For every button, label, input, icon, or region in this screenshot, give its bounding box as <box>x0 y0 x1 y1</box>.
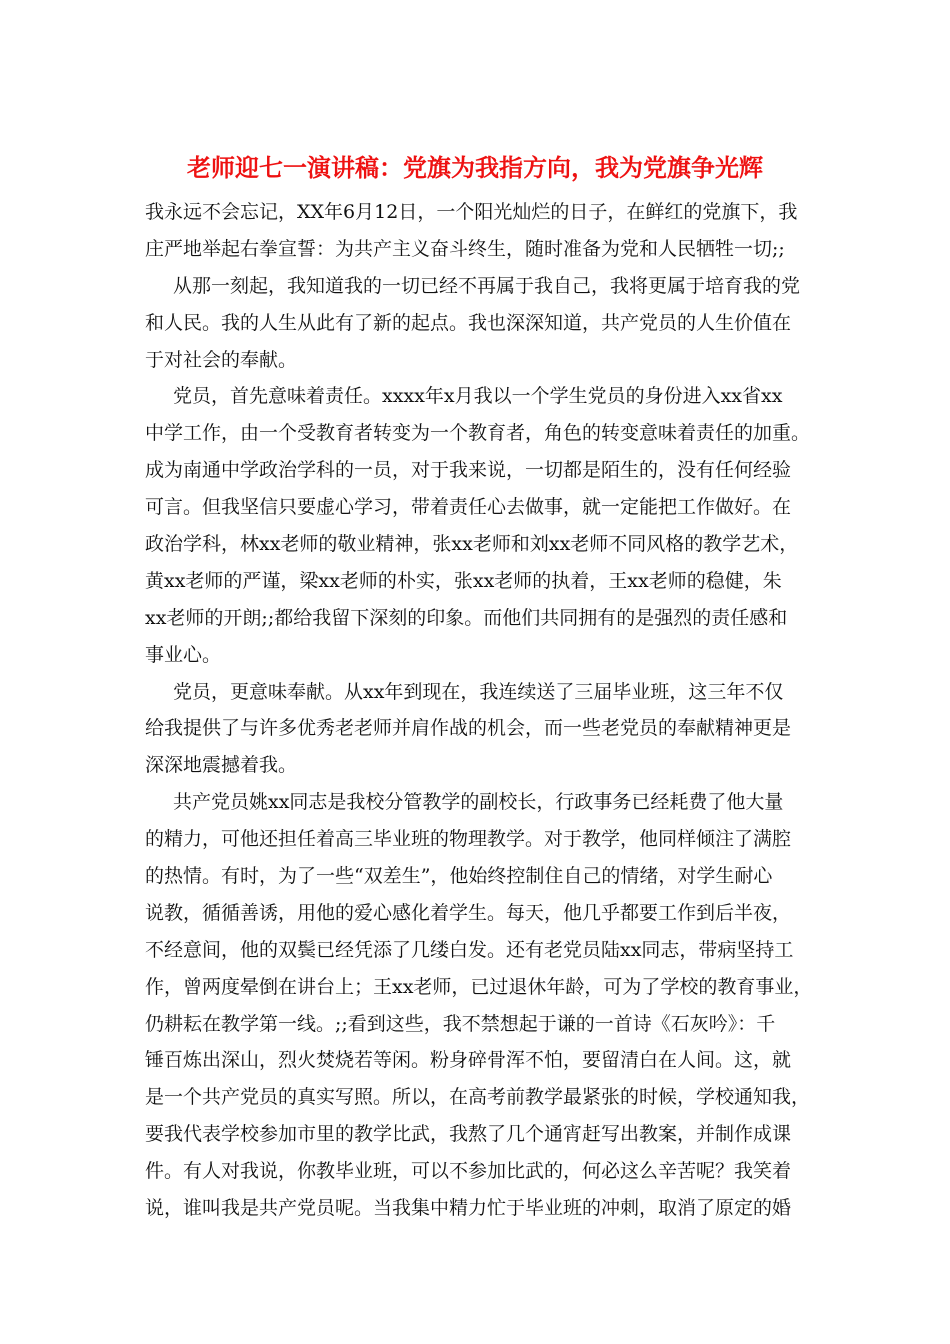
body-line: 要我代表学校参加市里的教学比武，我熬了几个通宵赶写出教案，并制作成课 <box>145 1123 792 1146</box>
body-line: 件。有人对我说，你教毕业班，可以不参加比武的，何必这么辛苦呢？我笑着 <box>145 1160 792 1183</box>
body-line: 黄xx老师的严谨，梁xx老师的朴实，张xx老师的执着，王xx老师的稳健，朱 <box>145 569 782 592</box>
body-line: 于对社会的奉献。 <box>145 348 298 371</box>
body-line: 党员，更意味奉献。从xx年到现在，我连续送了三届毕业班，这三年不仅 <box>173 680 784 703</box>
body-line: 的热情。有时，为了一些“双差生”，他始终控制住自己的情绪，对学生耐心 <box>145 865 773 888</box>
body-line: 说教，循循善诱，用他的爱心感化着学生。每天，他几乎都要工作到后半夜， <box>145 901 792 924</box>
document-title: 老师迎七一演讲稿：党旗为我指方向，我为党旗争光辉 <box>187 153 763 182</box>
body-line: 我永远不会忘记，XX年6月12日，一个阳光灿烂的日子，在鲜红的党旗下，我 <box>145 201 798 223</box>
body-line: 不经意间，他的双鬓已经凭添了几缕白发。还有老党员陆xx同志，带病坚持工 <box>145 938 794 961</box>
body-line: 给我提供了与许多优秀老老师并肩作战的机会，而一些老党员的奉献精神更是 <box>145 717 792 740</box>
body-line: 党员，首先意味着责任。xxxx年x月我以一个学生党员的身份进入xx省xx <box>173 385 783 408</box>
body-line: 从那一刻起，我知道我的一切已经不再属于我自己，我将更属于培育我的党 <box>173 274 801 297</box>
body-line: 庄严地举起右拳宣誓：为共产主义奋斗终生，随时准备为党和人民牺牲一切;; <box>145 237 785 260</box>
body-line: 的精力，可他还担任着高三毕业班的物理教学。对于教学，他同样倾注了满腔 <box>145 828 792 851</box>
body-line: 说，谁叫我是共产党员呢。当我集中精力忙于毕业班的冲刺，取消了原定的婚 <box>145 1197 792 1220</box>
body-line: 事业心。 <box>145 643 222 666</box>
body-line: 和人民。我的人生从此有了新的起点。我也深深知道，共产党员的人生价值在 <box>145 311 792 334</box>
body-line: 仍耕耘在教学第一线。;;看到这些，我不禁想起于谦的一首诗《石灰吟》：千 <box>145 1012 776 1035</box>
body-line: 深深地震撼着我。 <box>145 754 298 777</box>
body-line: 作，曾两度晕倒在讲台上；王xx老师，已过退休年龄，可为了学校的教育事业， <box>145 975 813 998</box>
body-line: 可言。但我坚信只要虚心学习，带着责任心去做事，就一定能把工作做好。在 <box>145 496 792 519</box>
body-line: xx老师的开朗;;都给我留下深刻的印象。而他们共同拥有的是强烈的责任感和 <box>145 606 788 629</box>
body-line: 政治学科，林xx老师的敬业精神，张xx老师和刘xx老师不同风格的教学艺术， <box>145 533 799 556</box>
body-line: 中学工作，由一个受教育者转变为一个教育者，角色的转变意味着责任的加重。 <box>145 422 811 445</box>
body-line: 成为南通中学政治学科的一员，对于我来说，一切都是陌生的，没有任何经验 <box>145 459 792 482</box>
body-line: 锤百炼出深山，烈火焚烧若等闲。粉身碎骨浑不怕，要留清白在人间。这，就 <box>145 1049 792 1072</box>
body-line: 共产党员姚xx同志是我校分管教学的副校长，行政事务已经耗费了他大量 <box>173 791 784 814</box>
body-line: 是一个共产党员的真实写照。所以，在高考前教学最紧张的时候，学校通知我， <box>145 1086 811 1109</box>
document-body <box>145 194 815 1227</box>
